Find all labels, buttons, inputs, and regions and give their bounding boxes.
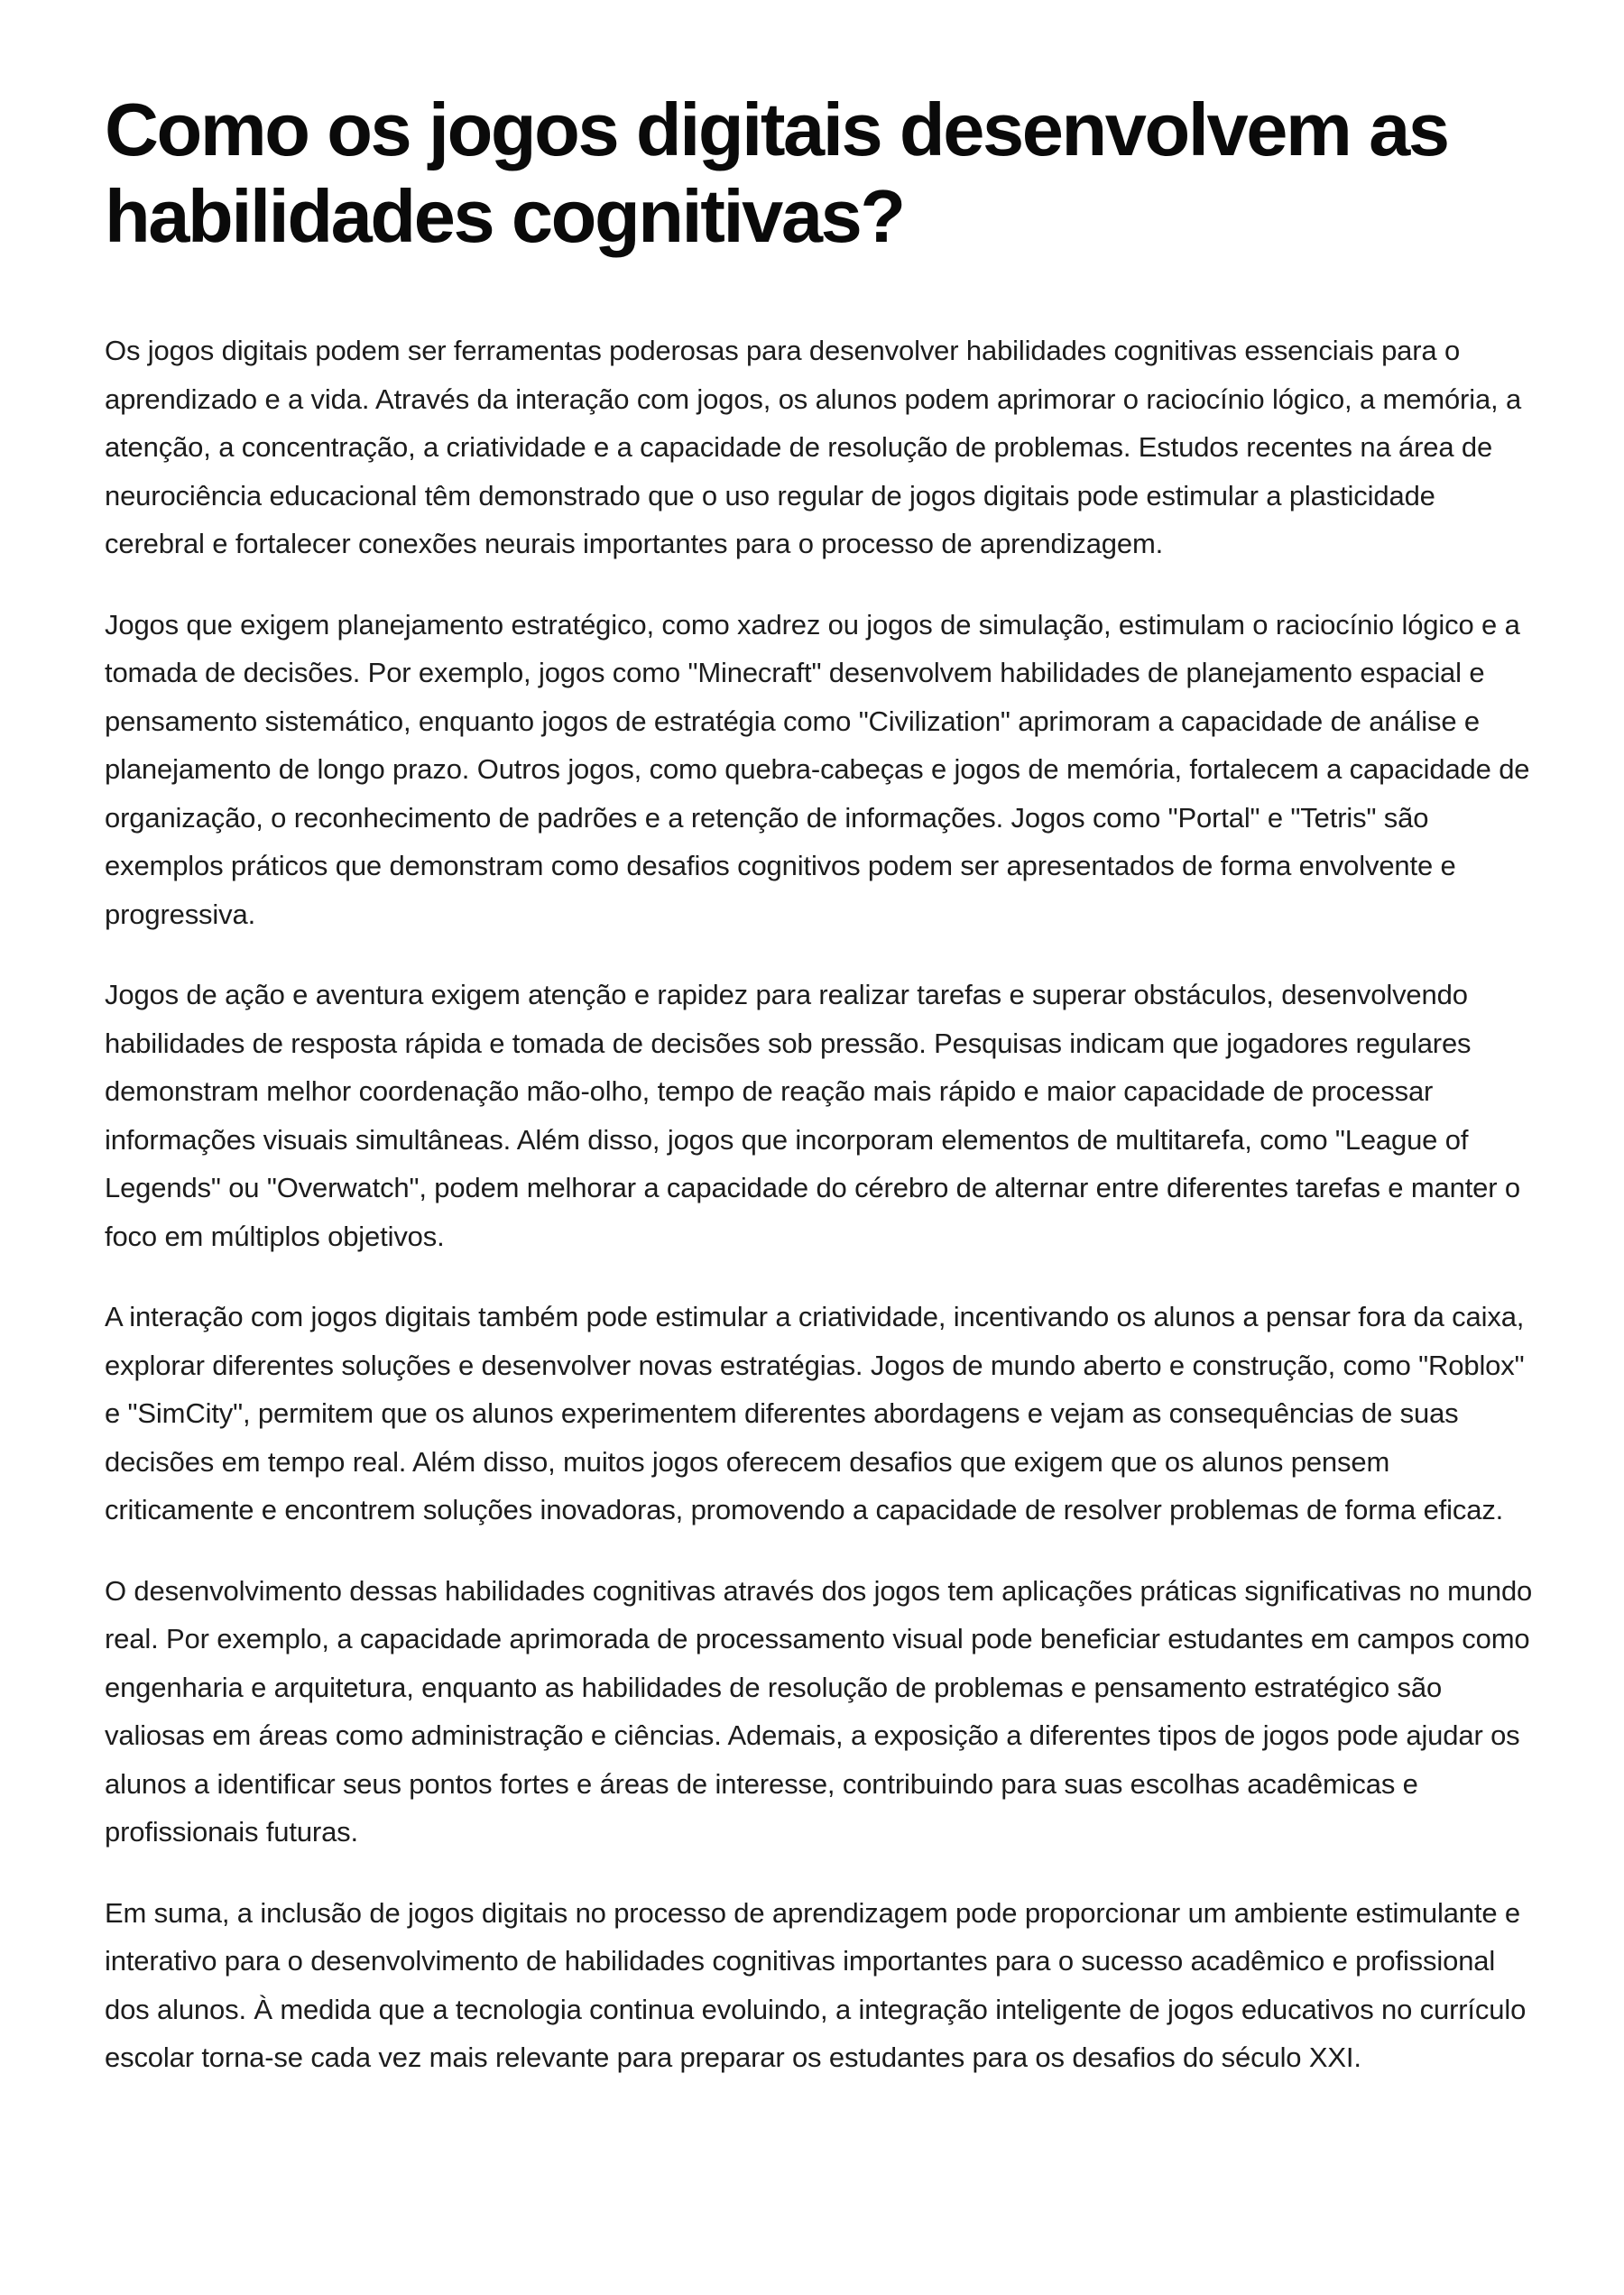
paragraph-conclusion: Em suma, a inclusão de jogos digitais no processo de aprendizagem pode proporcionar um ambiente estimulante e interativo para o desenvolvimento de habilidades cognitivas importantes para o sucesso acadêmico e profissional dos alunos. À medida que a tecnologia continua evoluindo, a integração inteligente de jogos educativos no currículo escolar torna-se cada vez mais relevante para preparar os estudantes para os desafios do século XXI. [105,1896,1527,2073]
paragraph-intro: Os jogos digitais podem ser ferramentas poderosas para desenvolver habilidades cognitivas essenciais para o aprendizado e a vida. Através da interação com jogos, os alunos podem aprimorar o raciocínio lógico, a memória, a atenção, a concentração, a criatividade e a capacidade de resolução de problemas. Estudos recentes na área de neurociência educacional têm demonstrado que o uso regular de jogos digitais pode estimular a plasticidade cerebral e fortalecer conexões neurais importantes para o processo de aprendizagem. [105,335,1522,559]
paragraph-creativity: A interação com jogos digitais também pode estimular a criatividade, incentivando os alunos a pensar fora da caixa, explorar diferentes soluções e desenvolver novas estratégias. Jogos de mundo aberto e construção, como "Roblox" e "SimCity", permitem que os alunos experimentem diferentes abordagens e vejam as consequências de suas decisões em tempo real. Além disso, muitos jogos oferecem desafios que exigem que os alunos pensem criticamente e encontrem soluções inovadoras, promovendo a capacidade de resolver problemas de forma eficaz. [105,1301,1525,1525]
paragraph-strategy-games: Jogos que exigem planejamento estratégico, como xadrez ou jogos de simulação, estimulam o raciocínio lógico e a tomada de decisões. Por exemplo, jogos como "Minecraft" desenvolvem habilidades de planejamento espacial e pensamento sistemático, enquanto jogos de estratégia como "Civilization" aprimoram a capacidade de análise e planejamento de longo prazo. Outros jogos, como quebra-cabeças e jogos de memória, fortalecem a capacidade de organização, o reconhecimento de padrões e a retenção de informações. Jogos como "Portal" e "Tetris" são exemplos práticos que demonstram como desafios cognitivos podem ser apresentados de forma envolvente e progressiva. [105,608,1530,930]
article-body [105,327,1534,2082]
paragraph-action-games: Jogos de ação e aventura exigem atenção e rapidez para realizar tarefas e superar obstáculos, desenvolvendo habilidades de resposta rápida e tomada de decisões sob pressão. Pesquisas indicam que jogadores regulares demonstram melhor coordenação mão-olho, tempo de reação mais rápido e maior capacidade de processar informações visuais simultâneas. Além disso, jogos que incorporam elementos de multitarefa, como "League of Legends" ou "Overwatch", podem melhorar a capacidade do cérebro de alternar entre diferentes tarefas e manter o foco em múltiplos objetivos. [105,979,1520,1252]
document-page [105,87,1534,2115]
paragraph-real-world: O desenvolvimento dessas habilidades cognitivas através dos jogos tem aplicações práticas significativas no mundo real. Por exemplo, a capacidade aprimorada de processamento visual pode beneficiar estudantes em campos como engenharia e arquitetura, enquanto as habilidades de resolução de problemas e pensamento estratégico são valiosas em áreas como administração e ciências. Ademais, a exposição a diferentes tipos de jogos pode ajudar os alunos a identificar seus pontos fortes e áreas de interesse, contribuindo para suas escolhas acadêmicas e profissionais futuras. [105,1574,1533,1848]
page-title: Como os jogos digitais desenvolvem as habilidades cognitivas? [105,88,1448,258]
